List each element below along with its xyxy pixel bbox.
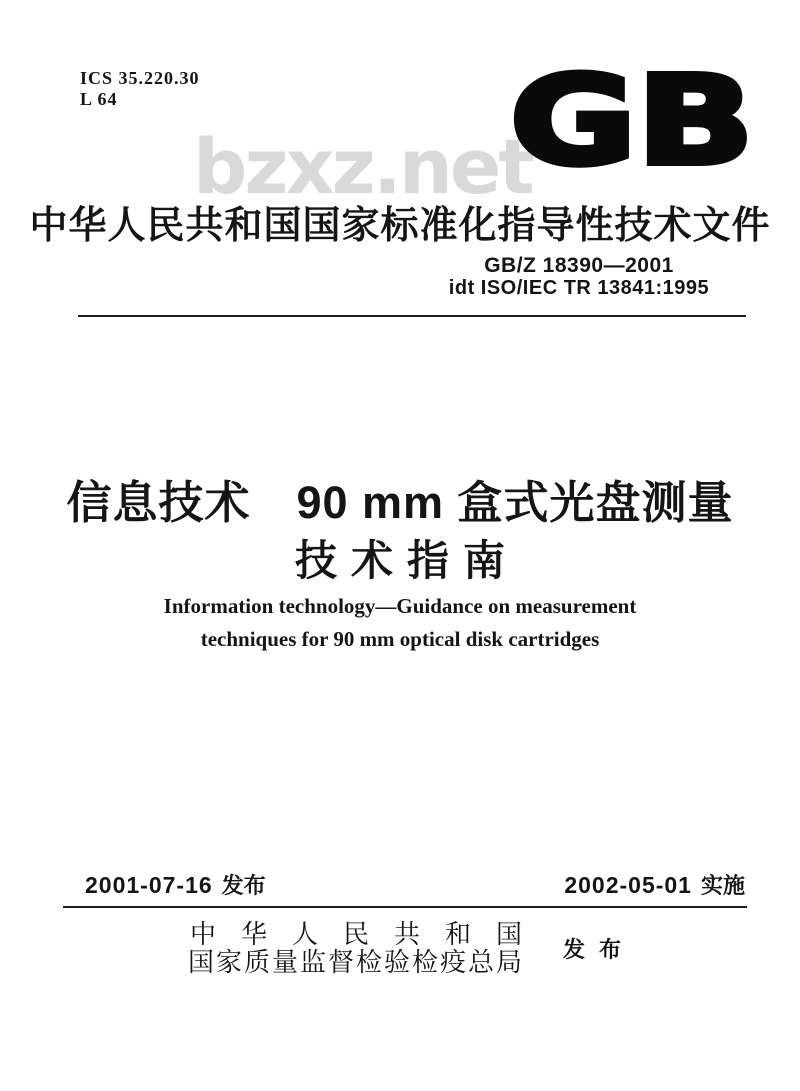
watermark-text: bzxz.net	[193, 122, 532, 211]
title-chinese-line1: 信息技术 90 mm 盒式光盘测量	[66, 477, 734, 528]
implement-label: 实施	[700, 873, 745, 898]
standard-number: GB/Z 18390—2001	[484, 254, 674, 277]
title-chinese-line2: 技术指南	[294, 537, 519, 584]
ics-code: ICS 35.220.30	[80, 68, 200, 88]
gb-logo-text: GB	[510, 66, 754, 168]
gb-logo	[504, 66, 760, 168]
ics-block	[80, 68, 200, 110]
title-english-line2: techniques for 90 mm optical disk cartridges	[200, 627, 600, 651]
issue-date-cell	[85, 869, 266, 900]
classification-code: L 64	[80, 89, 118, 109]
publisher-block	[0, 920, 800, 976]
dates-row	[63, 870, 747, 908]
issue-label: 发布	[221, 873, 266, 898]
issue-date: 2001-07-16	[85, 872, 213, 898]
document-type-heading: 中华人民共和国国家标准化指导性技术文件	[29, 205, 771, 247]
standard-number-block	[418, 254, 740, 300]
title-english-line1: Information technology—Guidance on measurement	[163, 594, 637, 618]
publisher-agency: 国家质量监督检验检疫总局	[187, 947, 524, 977]
idt-reference: idt ISO/IEC TR 13841:1995	[448, 277, 710, 299]
title-english	[0, 590, 800, 656]
publisher-lines	[165, 920, 547, 976]
header-divider-line	[78, 315, 746, 317]
publisher-country: 中华人民共和国	[189, 919, 547, 949]
implement-date: 2002-05-01	[564, 872, 692, 898]
publish-label: 发布	[563, 936, 636, 962]
implement-date-cell	[564, 869, 745, 900]
